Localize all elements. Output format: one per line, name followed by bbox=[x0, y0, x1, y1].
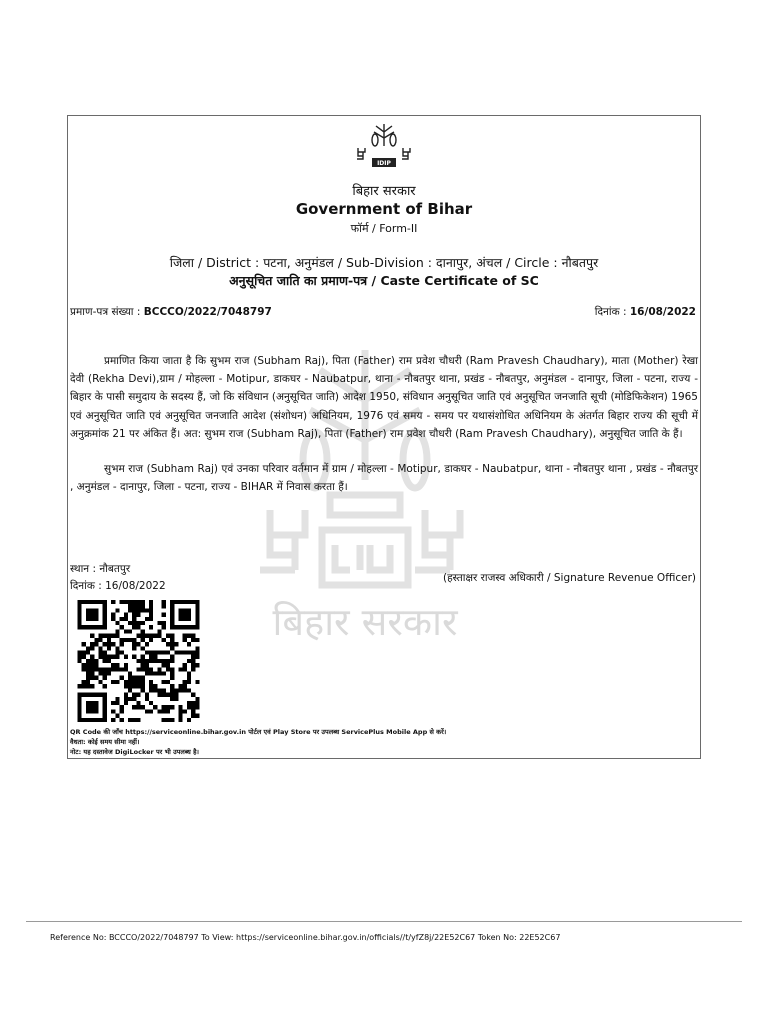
govt-name-hindi: बिहार सरकार bbox=[352, 184, 416, 199]
watermark-text: बिहार सरकार bbox=[272, 600, 458, 644]
certificate-date-label: दिनांक : bbox=[594, 306, 627, 318]
certificate-number-label: प्रमाण-पत्र संख्या : bbox=[70, 306, 141, 318]
issue-date: दिनांक : 16/08/2022 bbox=[70, 580, 166, 592]
issue-place: स्थान : नौबतपुर bbox=[70, 563, 131, 575]
qr-verify-note: QR Code की जाँच https://serviceonline.bihar.gov.in पोर्टल एवं Play Store पर उपलब्ध ServicePlus Mobile App से करें। bbox=[70, 728, 447, 736]
bihar-government-emblem bbox=[354, 118, 414, 172]
signature-label: (हस्ताक्षर राजस्व अधिकारी / Signature Revenue Officer) bbox=[442, 572, 696, 584]
certificate-title: अनुसूचित जाति का प्रमाण-पत्र / Caste Certificate of SC bbox=[229, 273, 539, 288]
validity-note: वैधता: कोई समय सीमा नहीं। bbox=[70, 738, 140, 746]
svg-text:IDIP: IDIP bbox=[377, 160, 391, 167]
govt-name-english: Government of Bihar bbox=[295, 200, 473, 218]
residence-paragraph: सुभम राज (Subham Raj) एवं उनका परिवार वर्तमान में ग्राम / मोहल्ला - Motipur, डाकघर - Naubatpur, थाना - नौबतपुर थाना , प्रखंड - नौबतपुर , अनुमंडल - दानापुर, जिला - पटना, राज्य - BIHAR में निवास करता हैं। bbox=[70, 463, 698, 494]
certification-paragraph: प्रमाणित किया जाता है कि सुभम राज (Subham Raj), पिता (Father) राम प्रवेश चौधरी (Ram Pravesh Chaudhary), माता (Mother) रेखा देवी (Rekha Devi),ग्राम / मोहल्ला - Motipur, डाकघर - Naubatpur, थाना - नौबतपुर थाना, प्रखंड - नौबतपुर, अनुमंडल - दानापुर, जिला - पटना, राज्य - बिहार के पासी समुदाय के सदस्य हैं, जो कि संविधान (अनुसूचित जाति) आदेश 1950, संविधान अनुसूचित जाति एवं अनुसूचित जनजाति सूची (मोडिफिकेशन) 1965 एवं अनुसूचित जाति एवं अनुसूचित जनजाति आदेश (संशोधन) अधिनियम, 1976 एवं समय - समय पर यथासंशोधित अधिनियम के अंतर्गत बिहार राज्य की सूची में अनुक्रमांक 21 पर अंकित हैं। अत: सुभम राज (Subham Raj), पिता (Father) राम प्रवेश चौधरी (Ram Pravesh Chaudhary), अनुसूचित जाति के हैं। bbox=[70, 355, 698, 440]
certificate-number bbox=[70, 305, 272, 319]
footer-divider bbox=[26, 921, 742, 922]
form-label: फॉर्म / Form-II bbox=[350, 222, 418, 235]
qr-code bbox=[75, 600, 202, 722]
certificate-number-value: BCCCO/2022/7048797 bbox=[143, 306, 272, 318]
district-line: जिला / District : पटना, अनुमंडल / Sub-Division : दानापुर, अंचल / Circle : नौबतपुर bbox=[169, 255, 599, 270]
digilocker-note: नोट: यह दस्तावेज DigiLocker पर भी उपलब्ध है। bbox=[70, 748, 199, 756]
certificate-date bbox=[595, 305, 696, 319]
certificate-date-value: 16/08/2022 bbox=[629, 306, 696, 318]
reference-footer: Reference No: BCCCO/2022/7048797 To View: https://serviceonline.bihar.gov.in/officials//t/yfZ8j/22E52C67 Token No: 22E52C67 bbox=[50, 933, 561, 942]
